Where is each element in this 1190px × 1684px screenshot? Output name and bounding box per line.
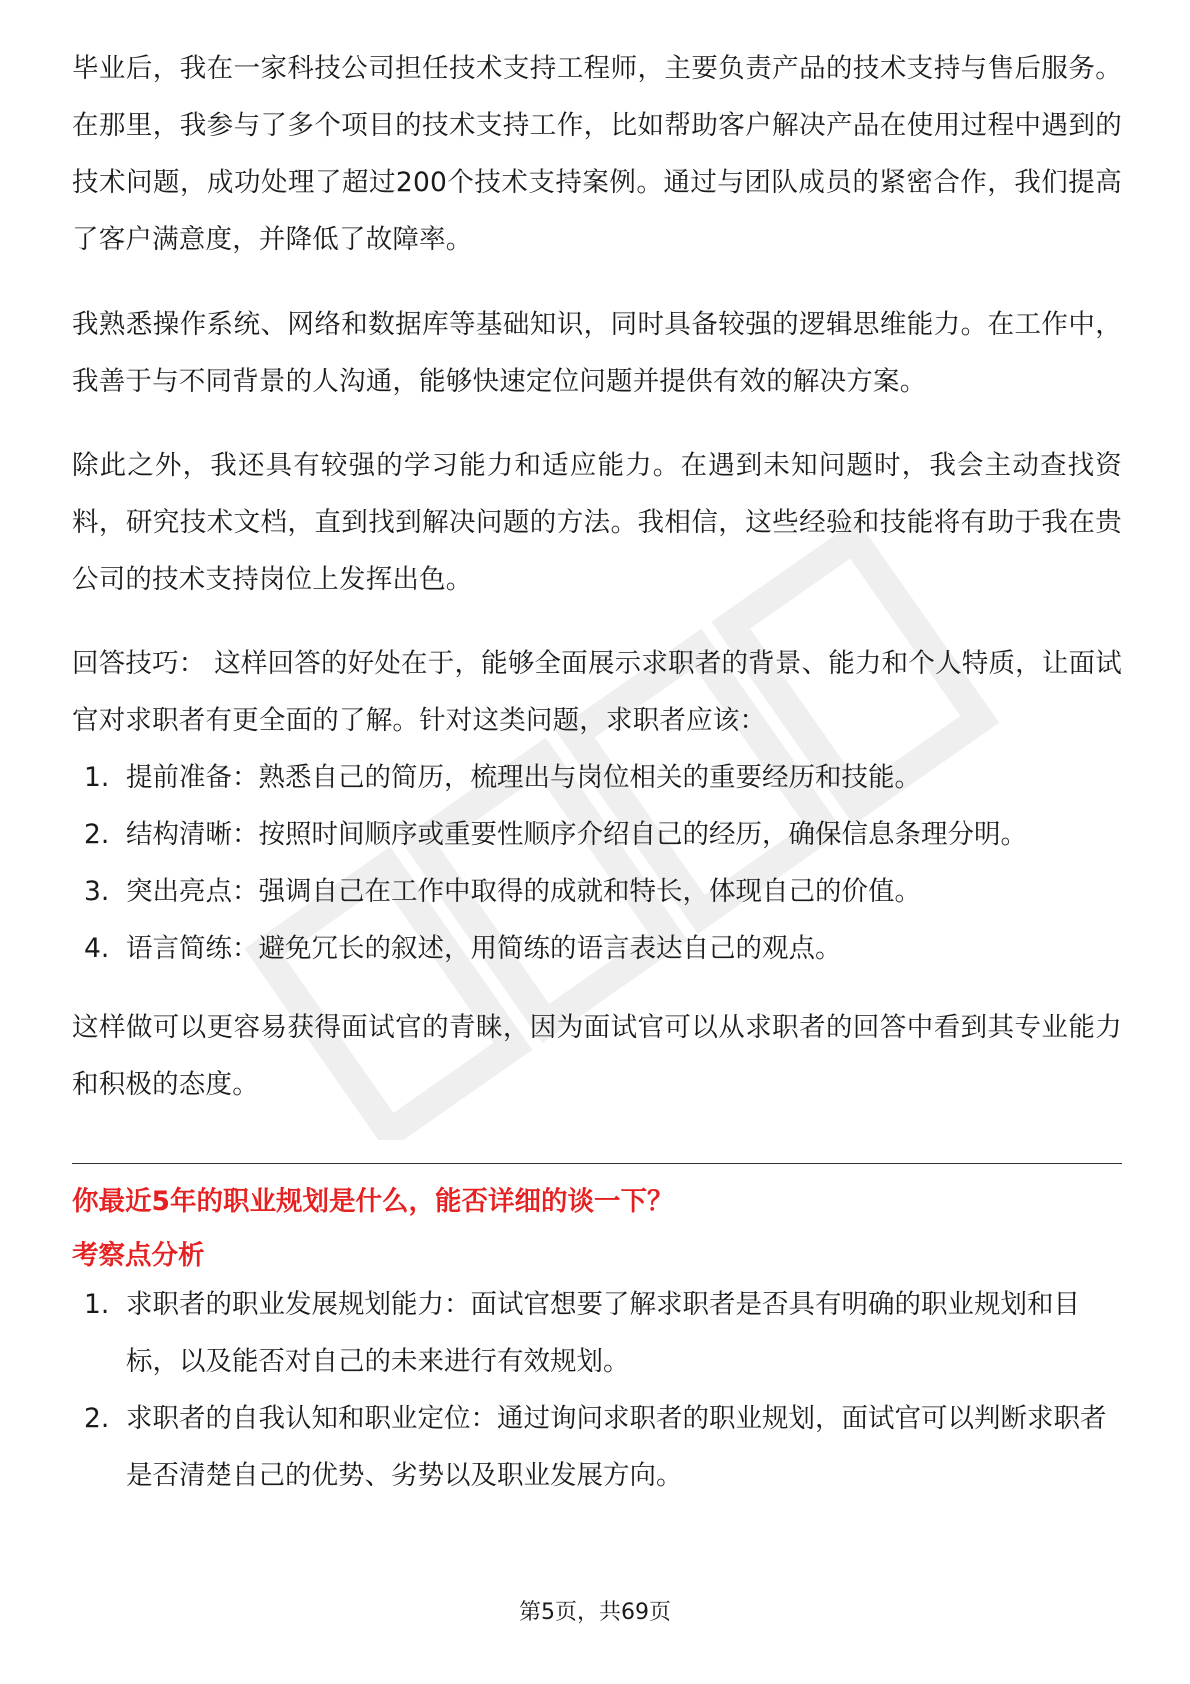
paragraph-answer-tips: 回答技巧： 这样回答的好处在于，能够全面展示求职者的背景、能力和个人特质，让面试官对求职者有更全面的了解。针对这类问题，求职者应该： <box>72 648 1122 736</box>
list-item: 1. 求职者的职业发展规划能力：面试官想要了解求职者是否具有明确的职业规划和目标，以及能否对自己的未来进行有效规划。 <box>84 1289 1080 1377</box>
section-divider <box>72 1163 1122 1164</box>
list-item: 4. 语言简练：避免冗长的叙述，用简练的语言表达自己的观点。 <box>84 933 842 964</box>
paragraph-conclusion: 这样做可以更容易获得面试官的青睐，因为面试官可以从求职者的回答中看到其专业能力和积极的态度。 <box>72 1012 1122 1100</box>
list-item: 2. 求职者的自我认知和职业定位：通过询问求职者的职业规划，面试官可以判断求职者是否清楚自己的优势、劣势以及职业发展方向。 <box>84 1403 1107 1491</box>
paragraph-skills: 我熟悉操作系统、网络和数据库等基础知识，同时具备较强的逻辑思维能力。在工作中，我善于与不同背景的人沟通，能够快速定位问题并提供有效的解决方案。 <box>72 309 1122 397</box>
question-heading: 你最近5年的职业规划是什么，能否详细的谈一下？ <box>72 1186 674 1217</box>
paragraph-work-experience: 毕业后，我在一家科技公司担任技术支持工程师，主要负责产品的技术支持与售后服务。在那里，我参与了多个项目的技术支持工作，比如帮助客户解决产品在使用过程中遇到的技术问题，成功处理了超过200个技术支持案例。通过与团队成员的紧密合作，我们提高了客户满意度，并降低了故障率。 <box>72 53 1122 255</box>
tips-list <box>72 749 1122 977</box>
document-page <box>72 40 1122 1504</box>
list-item: 3. 突出亮点：强调自己在工作中取得的成就和特长，体现自己的价值。 <box>84 876 921 907</box>
list-item: 1. 提前准备：熟悉自己的简历，梳理出与岗位相关的重要经历和技能。 <box>84 762 921 793</box>
analysis-list <box>72 1276 1122 1504</box>
analysis-heading: 考察点分析 <box>72 1240 205 1271</box>
paragraph-learning: 除此之外，我还具有较强的学习能力和适应能力。在遇到未知问题时，我会主动查找资料，研究技术文档，直到找到解决问题的方法。我相信，这些经验和技能将有助于我在贵公司的技术支持岗位上发挥出色。 <box>72 450 1122 595</box>
page-footer: 第5页，共69页 <box>519 1600 671 1625</box>
list-item: 2. 结构清晰：按照时间顺序或重要性顺序介绍自己的经历，确保信息条理分明。 <box>84 819 1027 850</box>
